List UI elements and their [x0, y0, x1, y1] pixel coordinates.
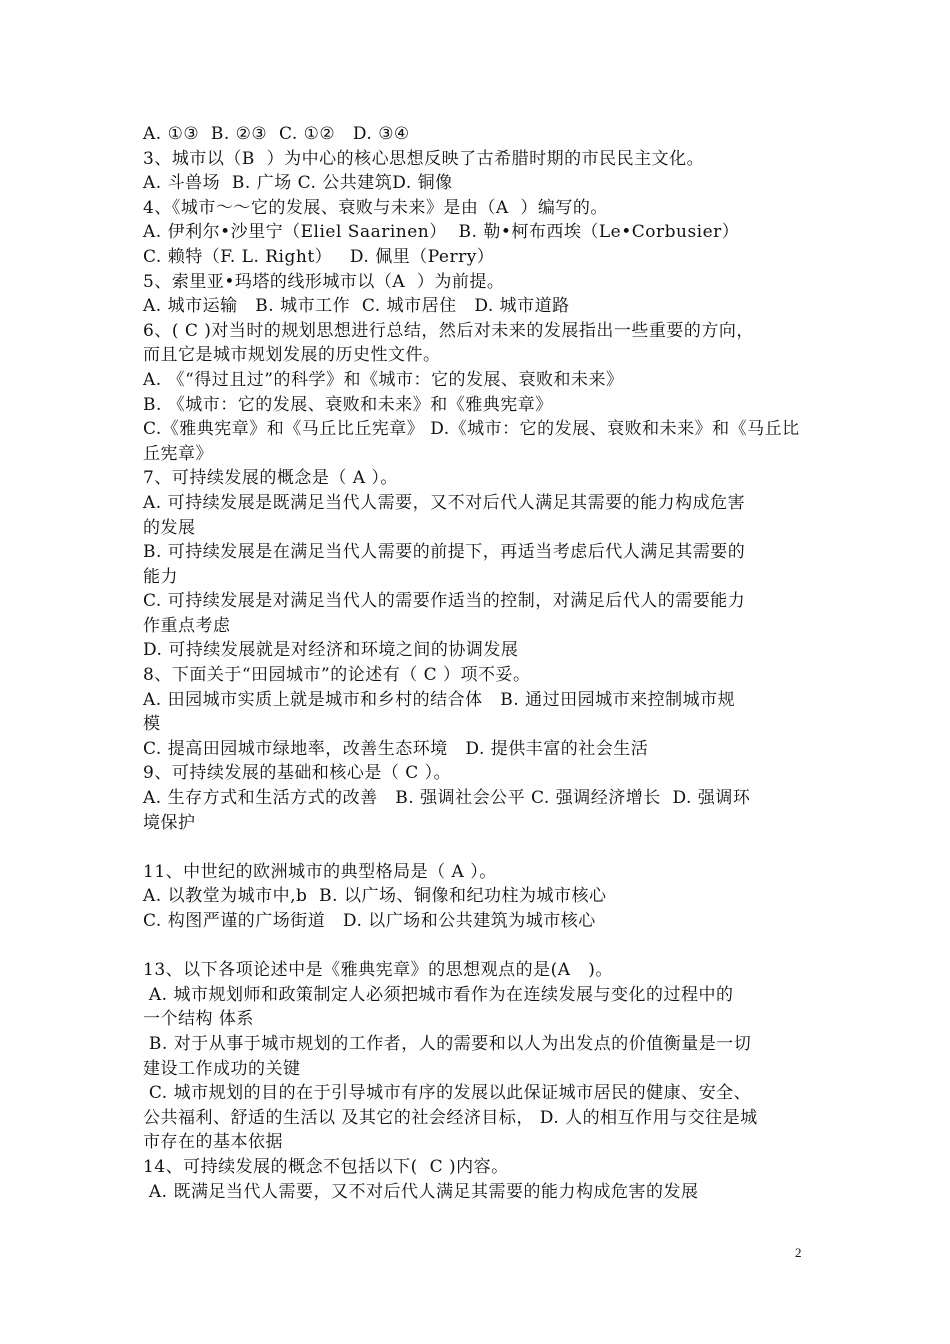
text-line: 4、《城市～～它的发展、衰败与未来》是由（A ）编写的。 [143, 197, 608, 218]
text-line: D. 可持续发展就是对经济和环境之间的协调发展 [143, 640, 519, 661]
text-line: B. 对于从事于城市规划的工作者，人的需要和以人为出发点的价值衡量是一切 [143, 1033, 752, 1054]
text-line: C. 城市规划的目的在于引导城市有序的发展以此保证城市居民的健康、安全、 [143, 1083, 752, 1104]
text-line: 能力 [143, 566, 178, 587]
text-line: 丘宪章》 [143, 443, 213, 464]
text-line: 一个结构 体系 [143, 1009, 254, 1030]
text-line: 而且它是城市规划发展的历史性文件。 [143, 345, 441, 366]
text-line: 公共福利、舒适的生活以 及其它的社会经济目标， D. 人的相互作用与交往是城 [143, 1107, 758, 1128]
text-line: A. 伊利尔•沙里宁（Eliel Saarinen） B. 勒•柯布西埃（Le•Corbusier） [143, 222, 740, 243]
text-line: 建设工作成功的关键 [143, 1058, 301, 1079]
text-line: C. 赖特（F. L. Right） D. 佩里（Perry） [143, 246, 495, 267]
text-line: 13、以下各项论述中是《雅典宪章》的思想观点的是(A )。 [143, 960, 613, 981]
text-line: A. 城市规划师和政策制定人必须把城市看作为在连续发展与变化的过程中的 [143, 984, 734, 1005]
text-line: A. 田园城市实质上就是城市和乡村的结合体 B. 通过田园城市来控制城市规 [143, 689, 736, 710]
blank-line [143, 835, 813, 860]
text-line: A. 城市运输 B. 城市工作 C. 城市居住 D. 城市道路 [143, 296, 570, 317]
text-line: 作重点考虑 [143, 615, 231, 636]
text-line: 11、中世纪的欧洲城市的典型格局是（ A ）。 [143, 861, 497, 882]
text-line: 9、可持续发展的基础和核心是（ C ）。 [143, 763, 452, 784]
text-line: C. 提高田园城市绿地率，改善生态环境 D. 提供丰富的社会生活 [143, 738, 649, 759]
text-line: A. 既满足当代人需要，又不对后代人满足其需要的能力构成危害的发展 [143, 1181, 699, 1202]
text-line: 模 [143, 714, 161, 735]
text-line: C.《雅典宪章》和《马丘比丘宪章》 D.《城市：它的发展、衰败和未来》和《马丘比 [143, 419, 800, 440]
text-line: A. 《“得过且过”的科学》和《城市：它的发展、衰败和未来》 [143, 369, 624, 390]
text-line: 14、可持续发展的概念不包括以下( C )内容。 [143, 1156, 509, 1177]
document-body [143, 122, 813, 1204]
text-line: 7、可持续发展的概念是（ A ）。 [143, 468, 398, 489]
text-line: C. 构图严谨的广场街道 D. 以广场和公共建筑为城市核心 [143, 911, 596, 931]
text-line: A. 以教堂为城市中,b B. 以广场、铜像和纪功柱为城市核心 [143, 886, 607, 907]
page-number: 2 [795, 1245, 802, 1260]
text-line: 5、索里亚•玛塔的线形城市以（A ）为前提。 [143, 271, 505, 292]
text-line: 8、下面关于“田园城市”的论述有（ C ）项不妥。 [143, 665, 531, 686]
text-line: 的发展 [143, 517, 196, 538]
text-line: 境保护 [143, 812, 196, 833]
text-line: A. 斗兽场 B. 广场 C. 公共建筑D. 铜像 [143, 173, 453, 194]
text-line: 6、( C )对当时的规划思想进行总结，然后对未来的发展指出一些重要的方向， [143, 320, 754, 341]
text-line: A. ①③ B. ②③ C. ①② D. ③④ [143, 124, 410, 144]
text-line: A. 生存方式和生活方式的改善 B. 强调社会公平 C. 强调经济增长 D. 强调环 [143, 788, 751, 809]
text-line: 市存在的基本依据 [143, 1132, 283, 1153]
blank-line [143, 934, 813, 959]
text-line: B. 可持续发展是在满足当代人需要的前提下，再适当考虑后代人满足其需要的 [143, 542, 746, 563]
text-line: 3、城市以（B ）为中心的核心思想反映了古希腊时期的市民民主文化。 [143, 148, 705, 169]
text-line: B. 《城市：它的发展、衰败和未来》和《雅典宪章》 [143, 394, 553, 415]
text-line: A. 可持续发展是既满足当代人需要，又不对后代人满足其需要的能力构成危害 [143, 492, 746, 513]
text-line: C. 可持续发展是对满足当代人的需要作适当的控制，对满足后代人的需要能力 [143, 591, 746, 612]
